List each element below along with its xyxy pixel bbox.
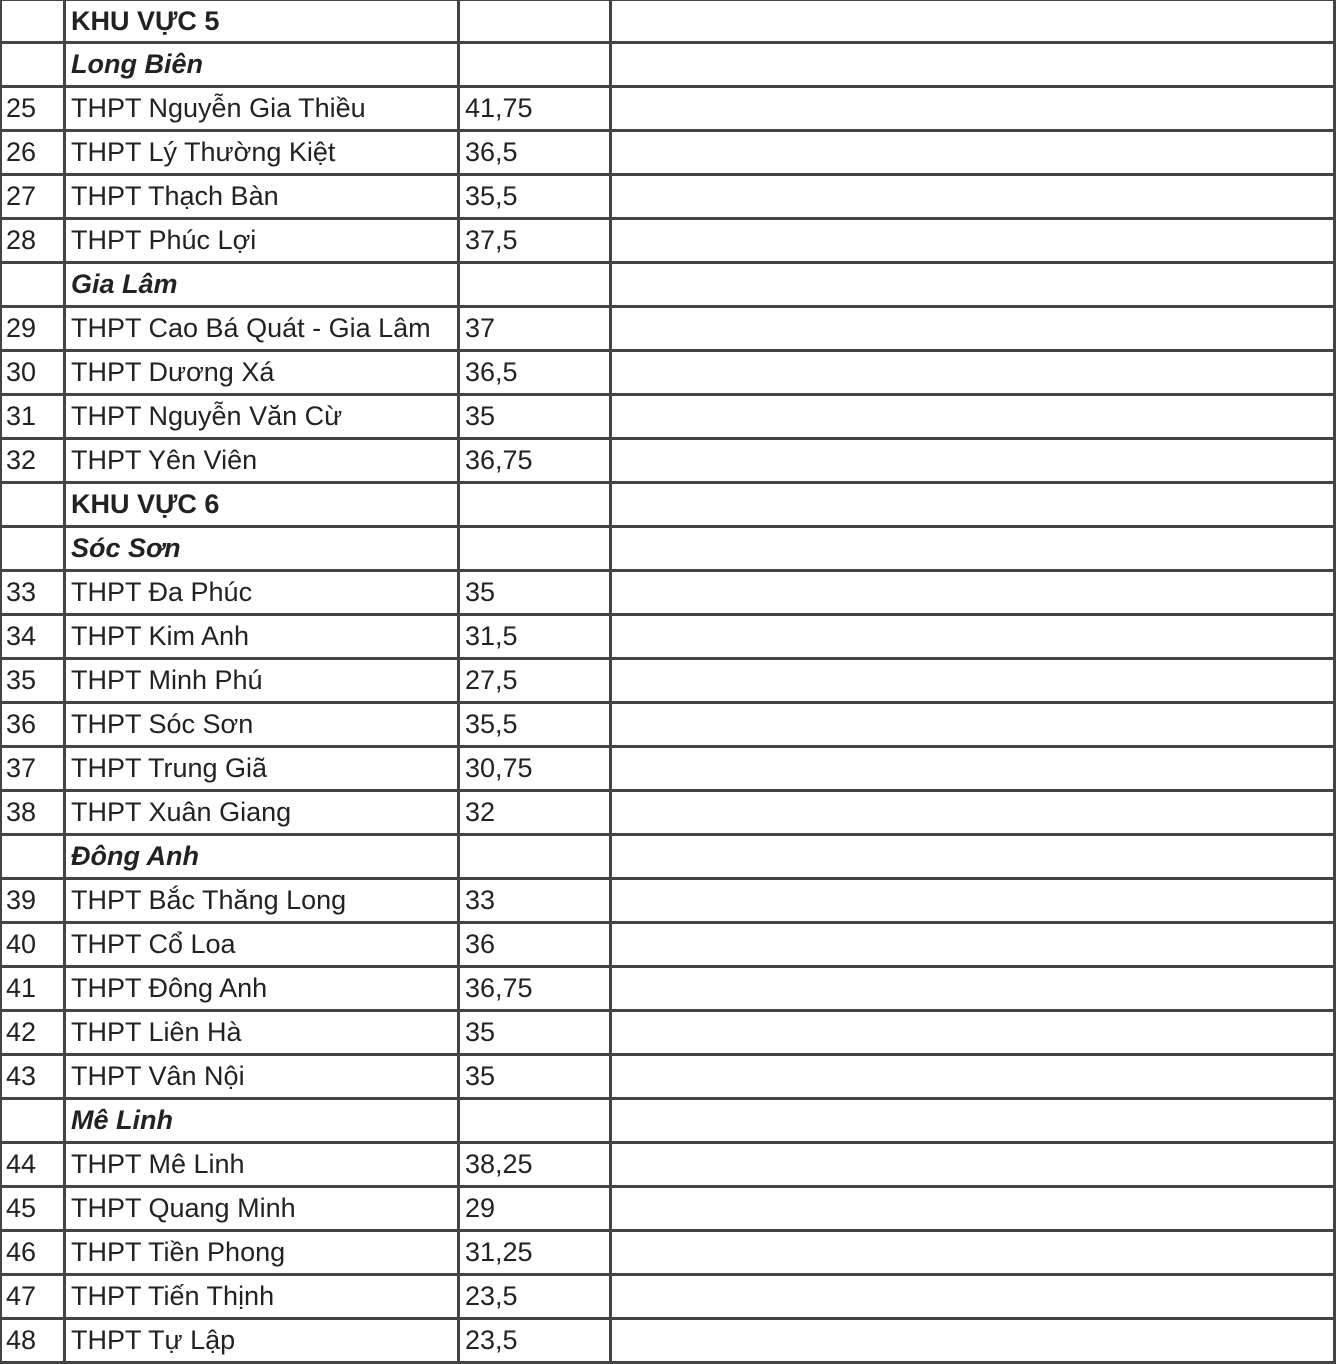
note-cell (612, 1144, 1336, 1188)
score-cell: 36,75 (460, 968, 612, 1012)
row-number-cell: 47 (0, 1276, 66, 1320)
row-number-cell (0, 484, 66, 528)
table-row (0, 792, 1336, 836)
school-name-cell: THPT Tiến Thịnh (66, 1276, 460, 1320)
note-cell (612, 484, 1336, 528)
school-name-cell: THPT Quang Minh (66, 1188, 460, 1232)
table-row (0, 1232, 1336, 1276)
row-number-cell: 39 (0, 880, 66, 924)
note-cell (612, 572, 1336, 616)
row-number-cell: 34 (0, 616, 66, 660)
score-cell: 33 (460, 880, 612, 924)
school-name-cell: THPT Xuân Giang (66, 792, 460, 836)
score-cell: 23,5 (460, 1276, 612, 1320)
row-number-cell: 46 (0, 1232, 66, 1276)
note-cell (612, 968, 1336, 1012)
row-number-cell: 42 (0, 1012, 66, 1056)
district-header-row (0, 264, 1336, 308)
row-number-cell: 44 (0, 1144, 66, 1188)
note-cell (612, 308, 1336, 352)
score-cell: 36,75 (460, 440, 612, 484)
district-header-row (0, 528, 1336, 572)
school-name-cell: THPT Yên Viên (66, 440, 460, 484)
note-cell (612, 264, 1336, 308)
row-number-cell: 41 (0, 968, 66, 1012)
score-cell: 35 (460, 572, 612, 616)
table-row (0, 616, 1336, 660)
note-cell (612, 440, 1336, 484)
note-cell (612, 1012, 1336, 1056)
note-cell (612, 1232, 1336, 1276)
table-row (0, 220, 1336, 264)
district-name-cell: Đông Anh (66, 836, 460, 880)
table-row (0, 88, 1336, 132)
note-cell (612, 924, 1336, 968)
score-cell: 31,5 (460, 616, 612, 660)
school-name-cell: THPT Liên Hà (66, 1012, 460, 1056)
score-cell: 31,25 (460, 1232, 612, 1276)
table-row (0, 1320, 1336, 1364)
score-cell: 36 (460, 924, 612, 968)
school-name-cell: THPT Vân Nội (66, 1056, 460, 1100)
school-name-cell: THPT Đông Anh (66, 968, 460, 1012)
table-row (0, 748, 1336, 792)
score-cell (460, 264, 612, 308)
district-header-row (0, 1100, 1336, 1144)
note-cell (612, 1056, 1336, 1100)
note-cell (612, 660, 1336, 704)
school-name-cell: THPT Phúc Lợi (66, 220, 460, 264)
school-name-cell: THPT Sóc Sơn (66, 704, 460, 748)
note-cell (612, 0, 1336, 44)
score-cell: 35,5 (460, 176, 612, 220)
row-number-cell (0, 1100, 66, 1144)
district-name-cell: Gia Lâm (66, 264, 460, 308)
district-name-cell: Long Biên (66, 44, 460, 88)
score-cell (460, 836, 612, 880)
table-row (0, 704, 1336, 748)
row-number-cell: 43 (0, 1056, 66, 1100)
table-row (0, 660, 1336, 704)
row-number-cell: 29 (0, 308, 66, 352)
table-row (0, 308, 1336, 352)
row-number-cell: 31 (0, 396, 66, 440)
score-cell: 36,5 (460, 132, 612, 176)
score-cell (460, 44, 612, 88)
score-cell: 37,5 (460, 220, 612, 264)
score-cell (460, 1100, 612, 1144)
score-cell: 35 (460, 1012, 612, 1056)
row-number-cell: 40 (0, 924, 66, 968)
row-number-cell: 38 (0, 792, 66, 836)
note-cell (612, 176, 1336, 220)
note-cell (612, 748, 1336, 792)
row-number-cell (0, 264, 66, 308)
table-row (0, 352, 1336, 396)
table-row (0, 440, 1336, 484)
note-cell (612, 704, 1336, 748)
row-number-cell: 45 (0, 1188, 66, 1232)
school-name-cell: THPT Đa Phúc (66, 572, 460, 616)
school-name-cell: THPT Dương Xá (66, 352, 460, 396)
note-cell (612, 836, 1336, 880)
score-cell: 37 (460, 308, 612, 352)
school-name-cell: THPT Nguyễn Gia Thiều (66, 88, 460, 132)
region-header-row (0, 0, 1336, 44)
row-number-cell: 36 (0, 704, 66, 748)
note-cell (612, 1320, 1336, 1364)
score-cell: 35 (460, 1056, 612, 1100)
score-cell (460, 484, 612, 528)
note-cell (612, 88, 1336, 132)
table-row (0, 880, 1336, 924)
table-row (0, 924, 1336, 968)
school-name-cell: THPT Nguyễn Văn Cừ (66, 396, 460, 440)
table-row (0, 572, 1336, 616)
school-name-cell: THPT Thạch Bàn (66, 176, 460, 220)
note-cell (612, 792, 1336, 836)
row-number-cell: 26 (0, 132, 66, 176)
row-number-cell: 25 (0, 88, 66, 132)
table-row (0, 968, 1336, 1012)
school-name-cell: THPT Mê Linh (66, 1144, 460, 1188)
table-row (0, 1056, 1336, 1100)
row-number-cell: 32 (0, 440, 66, 484)
note-cell (612, 396, 1336, 440)
note-cell (612, 44, 1336, 88)
row-number-cell (0, 0, 66, 44)
note-cell (612, 1188, 1336, 1232)
school-name-cell: THPT Trung Giã (66, 748, 460, 792)
note-cell (612, 616, 1336, 660)
score-cell: 29 (460, 1188, 612, 1232)
row-number-cell: 35 (0, 660, 66, 704)
row-number-cell (0, 44, 66, 88)
school-name-cell: THPT Cao Bá Quát - Gia Lâm (66, 308, 460, 352)
score-cell (460, 528, 612, 572)
district-name-cell: Mê Linh (66, 1100, 460, 1144)
region-name-cell: KHU VỰC 5 (66, 0, 460, 44)
district-name-cell: Sóc Sơn (66, 528, 460, 572)
table-row (0, 176, 1336, 220)
row-number-cell (0, 528, 66, 572)
table-row (0, 1144, 1336, 1188)
note-cell (612, 528, 1336, 572)
table-row (0, 396, 1336, 440)
school-name-cell: THPT Cổ Loa (66, 924, 460, 968)
row-number-cell: 33 (0, 572, 66, 616)
school-name-cell: THPT Minh Phú (66, 660, 460, 704)
school-name-cell: THPT Kim Anh (66, 616, 460, 660)
score-cell: 35,5 (460, 704, 612, 748)
school-name-cell: THPT Lý Thường Kiệt (66, 132, 460, 176)
row-number-cell: 48 (0, 1320, 66, 1364)
region-header-row (0, 484, 1336, 528)
note-cell (612, 220, 1336, 264)
score-cell: 41,75 (460, 88, 612, 132)
table-row (0, 1276, 1336, 1320)
table-row (0, 132, 1336, 176)
row-number-cell: 27 (0, 176, 66, 220)
score-cell: 38,25 (460, 1144, 612, 1188)
school-name-cell: THPT Tiền Phong (66, 1232, 460, 1276)
school-name-cell: THPT Bắc Thăng Long (66, 880, 460, 924)
table-row (0, 1012, 1336, 1056)
district-header-row (0, 836, 1336, 880)
score-cell: 32 (460, 792, 612, 836)
note-cell (612, 880, 1336, 924)
note-cell (612, 132, 1336, 176)
row-number-cell: 28 (0, 220, 66, 264)
score-cell: 27,5 (460, 660, 612, 704)
score-cell: 23,5 (460, 1320, 612, 1364)
note-cell (612, 352, 1336, 396)
score-cell (460, 0, 612, 44)
score-cell: 30,75 (460, 748, 612, 792)
score-cell: 36,5 (460, 352, 612, 396)
score-cell: 35 (460, 396, 612, 440)
row-number-cell: 37 (0, 748, 66, 792)
district-header-row (0, 44, 1336, 88)
row-number-cell: 30 (0, 352, 66, 396)
note-cell (612, 1276, 1336, 1320)
note-cell (612, 1100, 1336, 1144)
region-name-cell: KHU VỰC 6 (66, 484, 460, 528)
school-name-cell: THPT Tự Lập (66, 1320, 460, 1364)
row-number-cell (0, 836, 66, 880)
table-row (0, 1188, 1336, 1232)
